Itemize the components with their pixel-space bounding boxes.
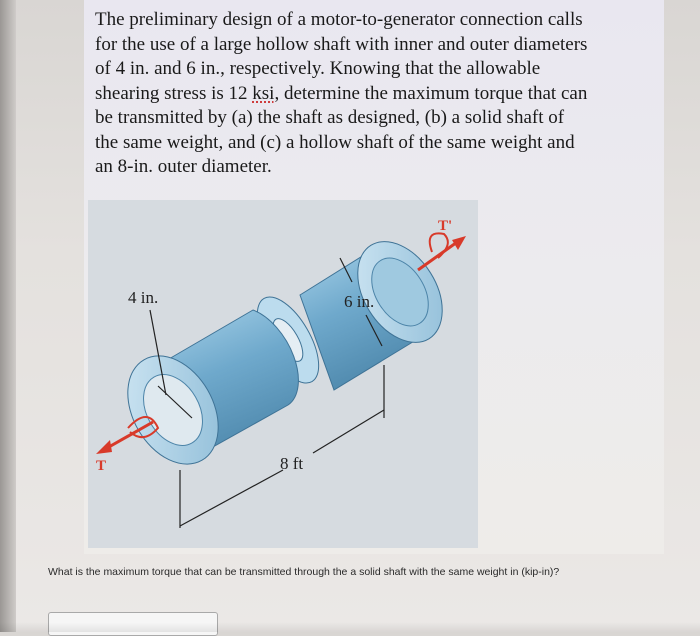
torque-right-label: T' (438, 218, 453, 234)
problem-line: be transmitted by (a) the shaft as designed, (b) a solid shaft of (95, 107, 565, 128)
shaft-diagram (88, 200, 478, 548)
inner-diameter-label: 4 in. (128, 288, 159, 307)
problem-line: an 8-in. outer diameter. (95, 156, 272, 177)
right-shaft (300, 226, 460, 390)
outer-diameter-label: 6 in. (344, 292, 375, 311)
torque-left-label: T (96, 458, 107, 474)
problem-line: The preliminary design of a motor-to-generator connection calls (95, 9, 583, 30)
problem-line-part: shearing stress is 12 (95, 82, 253, 104)
shaft-figure (88, 200, 478, 548)
problem-line (95, 82, 643, 107)
problem-statement (95, 8, 643, 180)
problem-line: for the use of a large hollow shaft with inner and outer diameters (95, 33, 588, 55)
screen-edge (0, 0, 16, 632)
question-text: What is the maximum torque that can be transmitted through the a solid shaft with the same weight in (kip-in)? (48, 566, 560, 578)
ksi-keyword: ksi, (252, 82, 280, 104)
problem-line: the same weight, and (c) a hollow shaft of the same weight and (95, 131, 575, 153)
left-shaft (109, 310, 298, 480)
problem-line: of 4 in. and 6 in., respectively. Knowing that the allowable (95, 58, 541, 79)
problem-line-part: determine the maximum torque that can (279, 82, 588, 104)
torque-arrow-right (418, 233, 466, 270)
length-label: 8 ft (280, 454, 304, 473)
bottom-shadow (0, 622, 700, 632)
